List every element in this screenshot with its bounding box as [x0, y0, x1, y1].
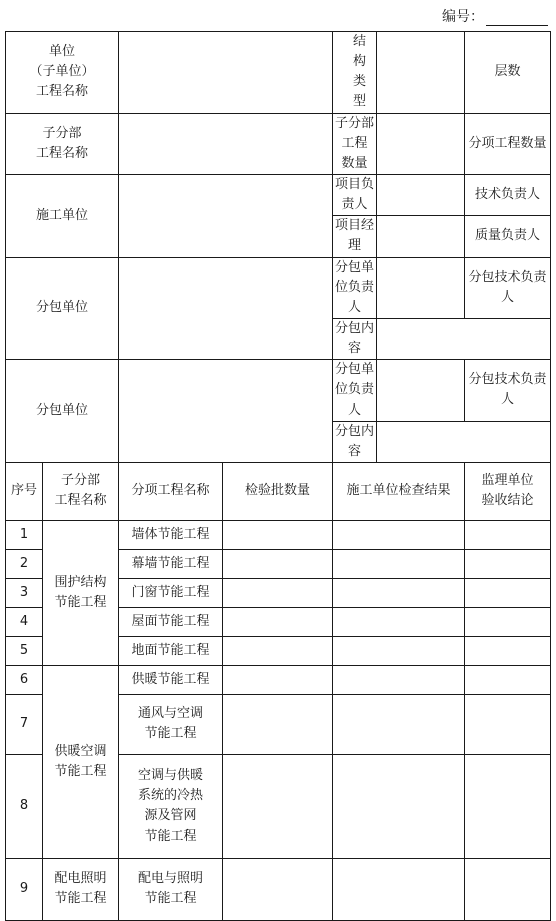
row-item: 空调与供暖 系统的冷热 源及管网 节能工程	[119, 754, 223, 858]
group-name: 供暖空调 节能工程	[43, 665, 119, 858]
label-floors: 层数	[465, 32, 551, 114]
cell-supervision[interactable]	[465, 607, 551, 636]
row-unit-name	[6, 32, 551, 114]
label-subcontract-leader-a: 分包单位负责人	[333, 257, 377, 318]
label-sub-item-count: 分项工程数量	[465, 113, 551, 174]
cell-batch-count[interactable]	[223, 549, 333, 578]
cell-batch-count[interactable]	[223, 858, 333, 920]
cell-batch-count[interactable]	[223, 607, 333, 636]
cell-supervision[interactable]	[465, 636, 551, 665]
label-sub-division-name: 子分部 工程名称	[6, 113, 119, 174]
cell-supervision[interactable]	[465, 754, 551, 858]
row-column-headers	[6, 462, 551, 520]
value-sub-division-count[interactable]	[377, 113, 465, 174]
cell-supervision[interactable]	[465, 578, 551, 607]
row-subcontract-a-1	[6, 257, 551, 318]
label-subcontract-tech-leader-b: 分包技术负责人	[465, 360, 551, 421]
row-subcontract-b-1	[6, 360, 551, 421]
header-no: 序号	[6, 462, 43, 520]
label-subcontract-tech-leader-a: 分包技术负责人	[465, 257, 551, 318]
acceptance-form-table	[5, 31, 551, 921]
group-name: 配电照明 节能工程	[43, 858, 119, 920]
row-no: 7	[6, 694, 43, 754]
row-no: 2	[6, 549, 43, 578]
row-item: 门窗节能工程	[119, 578, 223, 607]
cell-supervision[interactable]	[465, 549, 551, 578]
label-unit-name: 单位 （子单位） 工程名称	[6, 32, 119, 114]
cell-check-result[interactable]	[333, 636, 465, 665]
label-subcontract-unit-b: 分包单位	[6, 360, 119, 463]
cell-check-result[interactable]	[333, 858, 465, 920]
cell-supervision[interactable]	[465, 520, 551, 549]
value-subcontract-content-b[interactable]	[377, 421, 551, 462]
row-no: 6	[6, 665, 43, 694]
cell-batch-count[interactable]	[223, 665, 333, 694]
value-structure-type[interactable]	[377, 32, 465, 114]
value-project-manager[interactable]	[377, 216, 465, 257]
value-subcontract-content-a[interactable]	[377, 318, 551, 359]
cell-supervision[interactable]	[465, 665, 551, 694]
label-structure-type: 结构类型	[333, 32, 377, 114]
header-check-result: 施工单位检查结果	[333, 462, 465, 520]
form-number-field[interactable]	[486, 9, 548, 26]
row-no: 4	[6, 607, 43, 636]
group-name: 围护结构 节能工程	[43, 520, 119, 665]
label-subcontract-content-b: 分包内容	[333, 421, 377, 462]
header-sub-item: 分项工程名称	[119, 462, 223, 520]
cell-batch-count[interactable]	[223, 694, 333, 754]
label-quality-leader: 质量负责人	[465, 216, 551, 257]
label-project-leader: 项目负责人	[333, 174, 377, 215]
row-item: 屋面节能工程	[119, 607, 223, 636]
value-project-leader[interactable]	[377, 174, 465, 215]
row-no: 5	[6, 636, 43, 665]
cell-batch-count[interactable]	[223, 520, 333, 549]
label-sub-division-count: 子分部工程 数量	[333, 113, 377, 174]
label-construction-unit: 施工单位	[6, 174, 119, 257]
cell-batch-count[interactable]	[223, 578, 333, 607]
header-sub-division: 子分部 工程名称	[43, 462, 119, 520]
header-supervision: 监理单位 验收结论	[465, 462, 551, 520]
row-item: 供暖节能工程	[119, 665, 223, 694]
row-item: 通风与空调 节能工程	[119, 694, 223, 754]
row-no: 8	[6, 754, 43, 858]
row-no: 9	[6, 858, 43, 920]
label-subcontract-unit-a: 分包单位	[6, 257, 119, 360]
cell-check-result[interactable]	[333, 607, 465, 636]
cell-check-result[interactable]	[333, 694, 465, 754]
value-subcontract-unit-b[interactable]	[119, 360, 333, 463]
cell-check-result[interactable]	[333, 665, 465, 694]
value-subcontract-leader-b[interactable]	[377, 360, 465, 421]
value-sub-division-name[interactable]	[119, 113, 333, 174]
cell-check-result[interactable]	[333, 520, 465, 549]
row-no: 3	[6, 578, 43, 607]
value-construction-unit[interactable]	[119, 174, 333, 257]
row-no: 1	[6, 520, 43, 549]
label-tech-leader: 技术负责人	[465, 174, 551, 215]
row-construction-1	[6, 174, 551, 215]
form-number	[442, 6, 548, 26]
value-subcontract-unit-a[interactable]	[119, 257, 333, 360]
cell-supervision[interactable]	[465, 694, 551, 754]
label-subcontract-content-a: 分包内容	[333, 318, 377, 359]
cell-supervision[interactable]	[465, 858, 551, 920]
table-row	[6, 858, 551, 920]
row-item: 墙体节能工程	[119, 520, 223, 549]
cell-batch-count[interactable]	[223, 754, 333, 858]
cell-check-result[interactable]	[333, 754, 465, 858]
form-number-label: 编号：	[442, 9, 484, 25]
row-item: 幕墙节能工程	[119, 549, 223, 578]
value-subcontract-leader-a[interactable]	[377, 257, 465, 318]
value-unit-name[interactable]	[119, 32, 333, 114]
row-item: 配电与照明 节能工程	[119, 858, 223, 920]
table-row	[6, 520, 551, 549]
row-sub-division	[6, 113, 551, 174]
header-batch-count: 检验批数量	[223, 462, 333, 520]
cell-check-result[interactable]	[333, 549, 465, 578]
row-item: 地面节能工程	[119, 636, 223, 665]
table-row	[6, 665, 551, 694]
cell-batch-count[interactable]	[223, 636, 333, 665]
label-project-manager: 项目经理	[333, 216, 377, 257]
cell-check-result[interactable]	[333, 578, 465, 607]
label-subcontract-leader-b: 分包单位负责人	[333, 360, 377, 421]
